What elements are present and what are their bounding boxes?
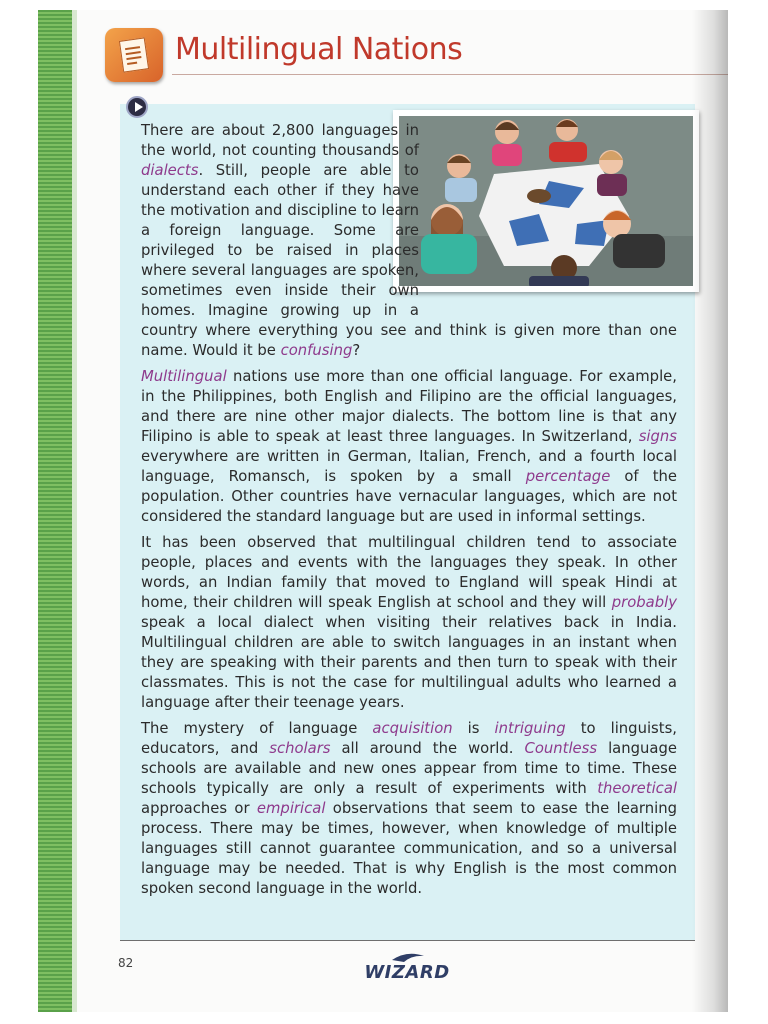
page-title: Multilingual Nations xyxy=(175,32,463,67)
publisher-name: WIZARD xyxy=(364,962,450,983)
textbook-page xyxy=(38,10,728,1012)
document-icon xyxy=(105,28,163,82)
page-number: 82 xyxy=(118,956,134,970)
text-run: It has been observed that multilingual children tend to associate people, places and events with the languages they speak. In other words, an Indian family that moved to England will speak Hindi at home, their children will speak English at school and they will xyxy=(141,534,677,611)
text-run: nations use more than one official language. For example, in the Philippines, both English and Filipino are the official languages, and there are nine other major dialects. The bottom line is that any Filipino is able to speak at least three languages. In Switzerland, xyxy=(141,368,677,445)
vocabulary-word: confusing xyxy=(280,342,353,359)
text-run: There are about 2,800 languages in the world, not counting thousands of xyxy=(141,122,419,159)
vocabulary-word: dialects xyxy=(141,162,199,179)
paragraph xyxy=(141,121,677,361)
vocabulary-word: acquisition xyxy=(372,720,453,737)
text-run: The mystery of language xyxy=(141,720,373,737)
paragraph xyxy=(141,367,677,527)
page-edge-highlight xyxy=(72,10,77,1012)
text-run: is xyxy=(452,720,495,737)
play-audio-icon[interactable] xyxy=(126,96,148,118)
vocabulary-word: scholars xyxy=(269,740,331,757)
text-run: . Still, people are able to understand each other if they have the motivation and discipline to learn a foreign language. Some are privileged to be raised in places where several languages are spoken, sometimes even inside their own homes. Imagine growing up in a country where everything you see and think is given more than one name. Would it be xyxy=(141,162,677,359)
text-run: to linguists, educators, and xyxy=(141,720,677,757)
text-run: of the population. Other countries have vernacular languages, which are not considered the standard language but are used in informal settings. xyxy=(141,468,677,525)
text-run: everywhere are written in German, Italian, French, and a fourth local language, Romansch, is spoken by a small xyxy=(141,448,677,485)
text-run: ? xyxy=(352,342,361,359)
binding-shadow xyxy=(692,10,728,1012)
text-run: language schools are available and new ones appear from time to time. These schools typically are only a result of experiments with xyxy=(141,740,677,797)
vocabulary-word: empirical xyxy=(256,800,326,817)
vocabulary-word: theoretical xyxy=(597,780,677,797)
photo-float-spacer xyxy=(419,121,677,306)
title-underline xyxy=(172,74,728,75)
vocabulary-word: Countless xyxy=(524,740,598,757)
vocabulary-word: signs xyxy=(638,428,677,445)
text-run: all around the world. xyxy=(330,740,525,757)
vocabulary-word: Multilingual xyxy=(141,368,227,385)
vocabulary-word: probably xyxy=(611,594,677,611)
article-text xyxy=(141,121,677,905)
paragraph xyxy=(141,533,677,713)
footer-line xyxy=(120,940,695,941)
text-run: observations that seem to ease the learning process. There may be times, however, when knowledge of multiple languages still cannot guarantee communication, and so a universal language may be needed. That is why English is the most common spoken second language in the world. xyxy=(141,800,677,897)
vocabulary-word: intriguing xyxy=(494,720,566,737)
green-page-edge xyxy=(38,10,72,1012)
text-run: speak a local dialect when visiting their relatives back in India. Multilingual children are able to switch languages in an instant when they are speaking with their parents and then turn to speak with their classmates. This is not the case for multilingual adults who learned a language after their teenage years. xyxy=(141,614,677,711)
vocabulary-word: percentage xyxy=(525,468,611,485)
paragraph xyxy=(141,719,677,899)
publisher-logo xyxy=(362,950,452,984)
text-run: approaches or xyxy=(141,800,257,817)
